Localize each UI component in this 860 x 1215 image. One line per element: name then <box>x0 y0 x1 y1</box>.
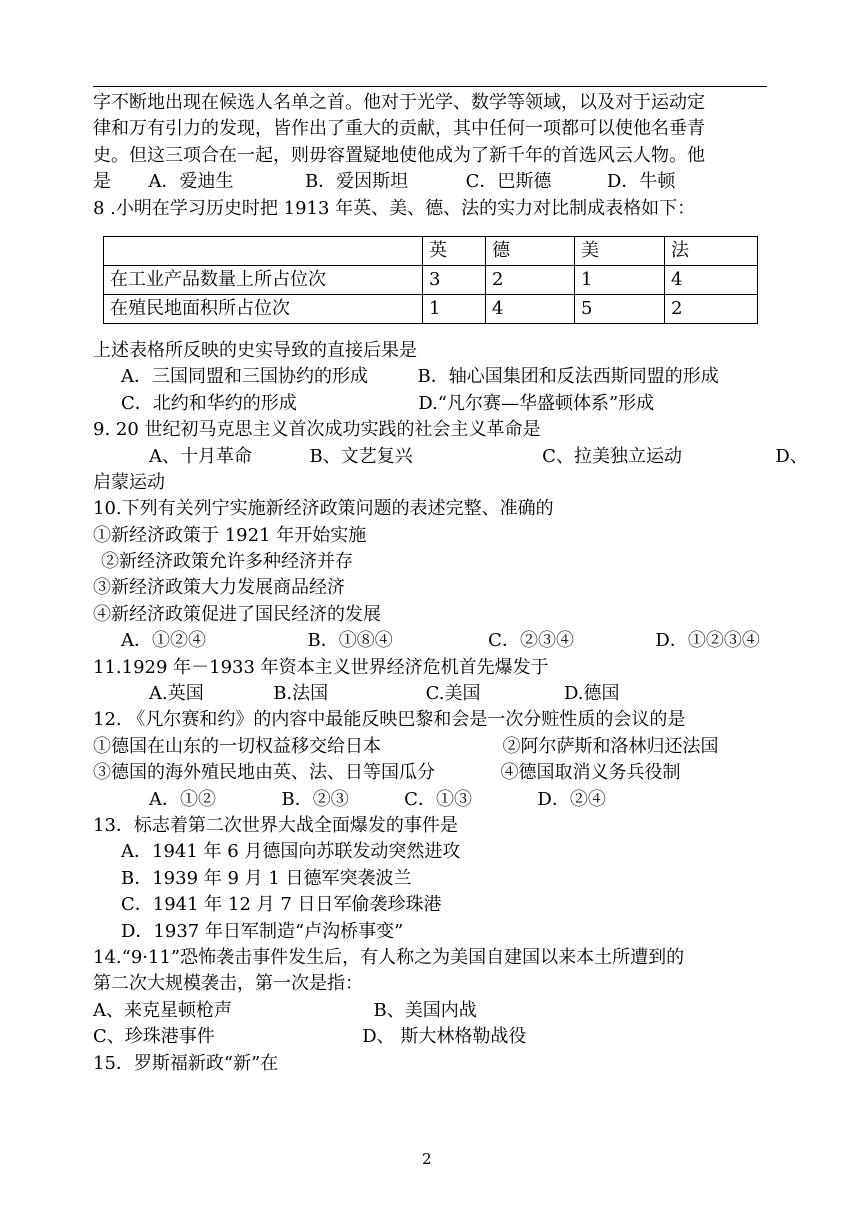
table-cell: 2 <box>486 265 575 294</box>
table-cell: 4 <box>665 265 758 294</box>
q10-option-a: A．①②④ <box>121 630 206 652</box>
q10-stem: 10.下列有关列宁实施新经济政策问题的表述完整、准确的 <box>93 498 554 520</box>
q11-option-c: C.美国 <box>425 683 481 705</box>
table-cell: 3 <box>423 265 486 294</box>
q14-stem-1: 14.“9·11”恐怖袭击事件发生后，有人称之为美国自建国以来本土所遭到的 <box>93 946 685 968</box>
q12-statement-2: ②阿尔萨斯和洛林归还法国 <box>502 735 719 757</box>
q9-stem: 9. 20 世纪初马克思主义首次成功实践的社会主义革命是 <box>93 419 541 441</box>
q12-statement-3: ③德国的海外殖民地由英、法、日等国瓜分 <box>93 762 435 784</box>
q14-options-row-1 <box>93 998 773 1024</box>
q8-options-row-1 <box>93 364 773 390</box>
q14-stem-2: 第二次大规模袭击，第一次是指： <box>93 973 363 995</box>
q10-option-b: B．①⑧④ <box>307 630 393 652</box>
q14-option-a: A、来克星顿枪声 <box>93 999 232 1021</box>
table-cell: 5 <box>575 294 665 323</box>
q7-line-1: 字不断地出现在候选人名单之首。他对于光学、数学等领域，以及对于运动定 <box>93 92 705 113</box>
q10-statement-3: ③新经济政策大力发展商品经济 <box>93 577 345 599</box>
q11-stem: 11.1929 年－1933 年资本主义世界经济危机首先爆发于 <box>93 656 549 678</box>
header-rule <box>93 86 767 87</box>
q15-stem: 15．罗斯福新政“新”在 <box>93 1052 279 1074</box>
q9-option-c: C、拉美独立运动 <box>542 445 682 467</box>
table-header-cell: 美 <box>575 236 665 265</box>
table-row <box>104 294 758 323</box>
q7-options <box>93 169 773 195</box>
q12-option-c: C．①③ <box>404 788 472 810</box>
table-header-row <box>104 236 758 265</box>
q10-option-d: D．①②③④ <box>655 630 760 652</box>
q12-statements-row-1 <box>93 734 773 760</box>
q7-option-d: D．牛顿 <box>606 171 676 193</box>
q13-stem: 13．标志着第二次世界大战全面爆发的事件是 <box>93 814 458 836</box>
q12-statement-1: ①德国在山东的一切权益移交给日本 <box>93 735 381 757</box>
q12-option-b: B．②③ <box>281 788 349 810</box>
q12-options <box>93 787 773 813</box>
q13-option-a: A．1941 年 6 月德国向苏联发动突然进攻 <box>121 841 461 863</box>
table-cell: 2 <box>665 294 758 323</box>
q8-option-a: A．三国同盟和三国协约的形成 <box>121 366 368 388</box>
q11-options <box>93 681 773 707</box>
q8-option-b: B．轴心国集团和反法西斯同盟的形成 <box>417 366 719 388</box>
q8-question: 上述表格所反映的史实导致的直接后果是 <box>93 339 417 361</box>
document-body <box>93 90 808 1077</box>
q14-option-d: D、 斯大林格勒战役 <box>362 1026 527 1048</box>
q8-option-c: C．北约和华约的形成 <box>121 392 297 414</box>
q12-stem: 12. 《凡尔赛和约》的内容中最能反映巴黎和会是一次分赃性质的会议的是 <box>93 709 686 731</box>
q13-option-c: C．1941 年 12 月 7 日日军偷袭珍珠港 <box>121 894 442 916</box>
table-cell: 在工业产品数量上所占位次 <box>104 265 423 294</box>
page-number: 2 <box>422 1150 432 1168</box>
table-cell: 1 <box>575 265 665 294</box>
q10-statement-1: ①新经济政策于 1921 年开始实施 <box>93 524 367 546</box>
q10-statement-4: ④新经济政策促进了国民经济的发展 <box>93 603 381 625</box>
q10-option-c: C．②③④ <box>488 630 574 652</box>
q14-option-b: B、美国内战 <box>373 999 477 1021</box>
q7-option-a: A．爱迪生 <box>148 171 234 193</box>
q9-option-d-cont: 启蒙运动 <box>93 471 165 493</box>
q12-statements-row-2 <box>93 760 773 786</box>
table-cell: 1 <box>423 294 486 323</box>
q7-line-3: 史。但这三项合在一起，则毋容置疑地使他成为了新千年的首选风云人物。他 <box>93 144 705 166</box>
q7-option-c: C．巴斯德 <box>465 171 552 193</box>
q13-option-b: B．1939 年 9 月 1 日德军突袭波兰 <box>121 867 412 889</box>
table-header-cell <box>104 236 423 265</box>
table-cell: 4 <box>486 294 575 323</box>
q9-option-a: A、十月革命 <box>149 445 252 467</box>
q10-statement-2: ②新经济政策允许多种经济并存 <box>101 551 353 573</box>
q12-option-d: D．②④ <box>537 788 606 810</box>
table-header-cell: 英 <box>423 236 486 265</box>
table-cell: 在殖民地面积所占位次 <box>104 294 423 323</box>
q10-options <box>93 628 773 654</box>
q8-option-d: D.“凡尔赛—华盛顿体系”形成 <box>418 392 655 414</box>
table-row <box>104 265 758 294</box>
table-header-cell: 法 <box>665 236 758 265</box>
q11-option-b: B.法国 <box>273 683 329 705</box>
table-header-cell: 德 <box>486 236 575 265</box>
q13-option-d: D．1937 年日军制造“卢沟桥事变” <box>121 920 404 942</box>
q7-option-b: B．爱因斯坦 <box>304 171 409 193</box>
q9-options <box>93 444 808 470</box>
q11-option-d: D.德国 <box>563 683 620 705</box>
q9-option-d: D、 <box>775 445 808 467</box>
q12-option-a: A．①② <box>149 788 216 810</box>
q14-option-c: C、珍珠港事件 <box>93 1026 215 1048</box>
q12-statement-4: ④德国取消义务兵役制 <box>500 762 681 784</box>
q7-line-4: 是 <box>93 171 111 193</box>
q9-option-b: B、文艺复兴 <box>309 445 413 467</box>
q8-table <box>103 236 758 324</box>
q8-stem: 8 .小明在学习历史时把 1913 年英、美、德、法的实力对比制成表格如下： <box>93 197 696 219</box>
q14-options-row-2 <box>93 1024 773 1050</box>
q11-option-a: A.英国 <box>149 683 204 705</box>
q8-options-row-2 <box>93 391 773 417</box>
q7-line-2: 律和万有引力的发现，皆作出了重大的贡献，其中任何一项都可以使他名垂青 <box>93 118 705 140</box>
